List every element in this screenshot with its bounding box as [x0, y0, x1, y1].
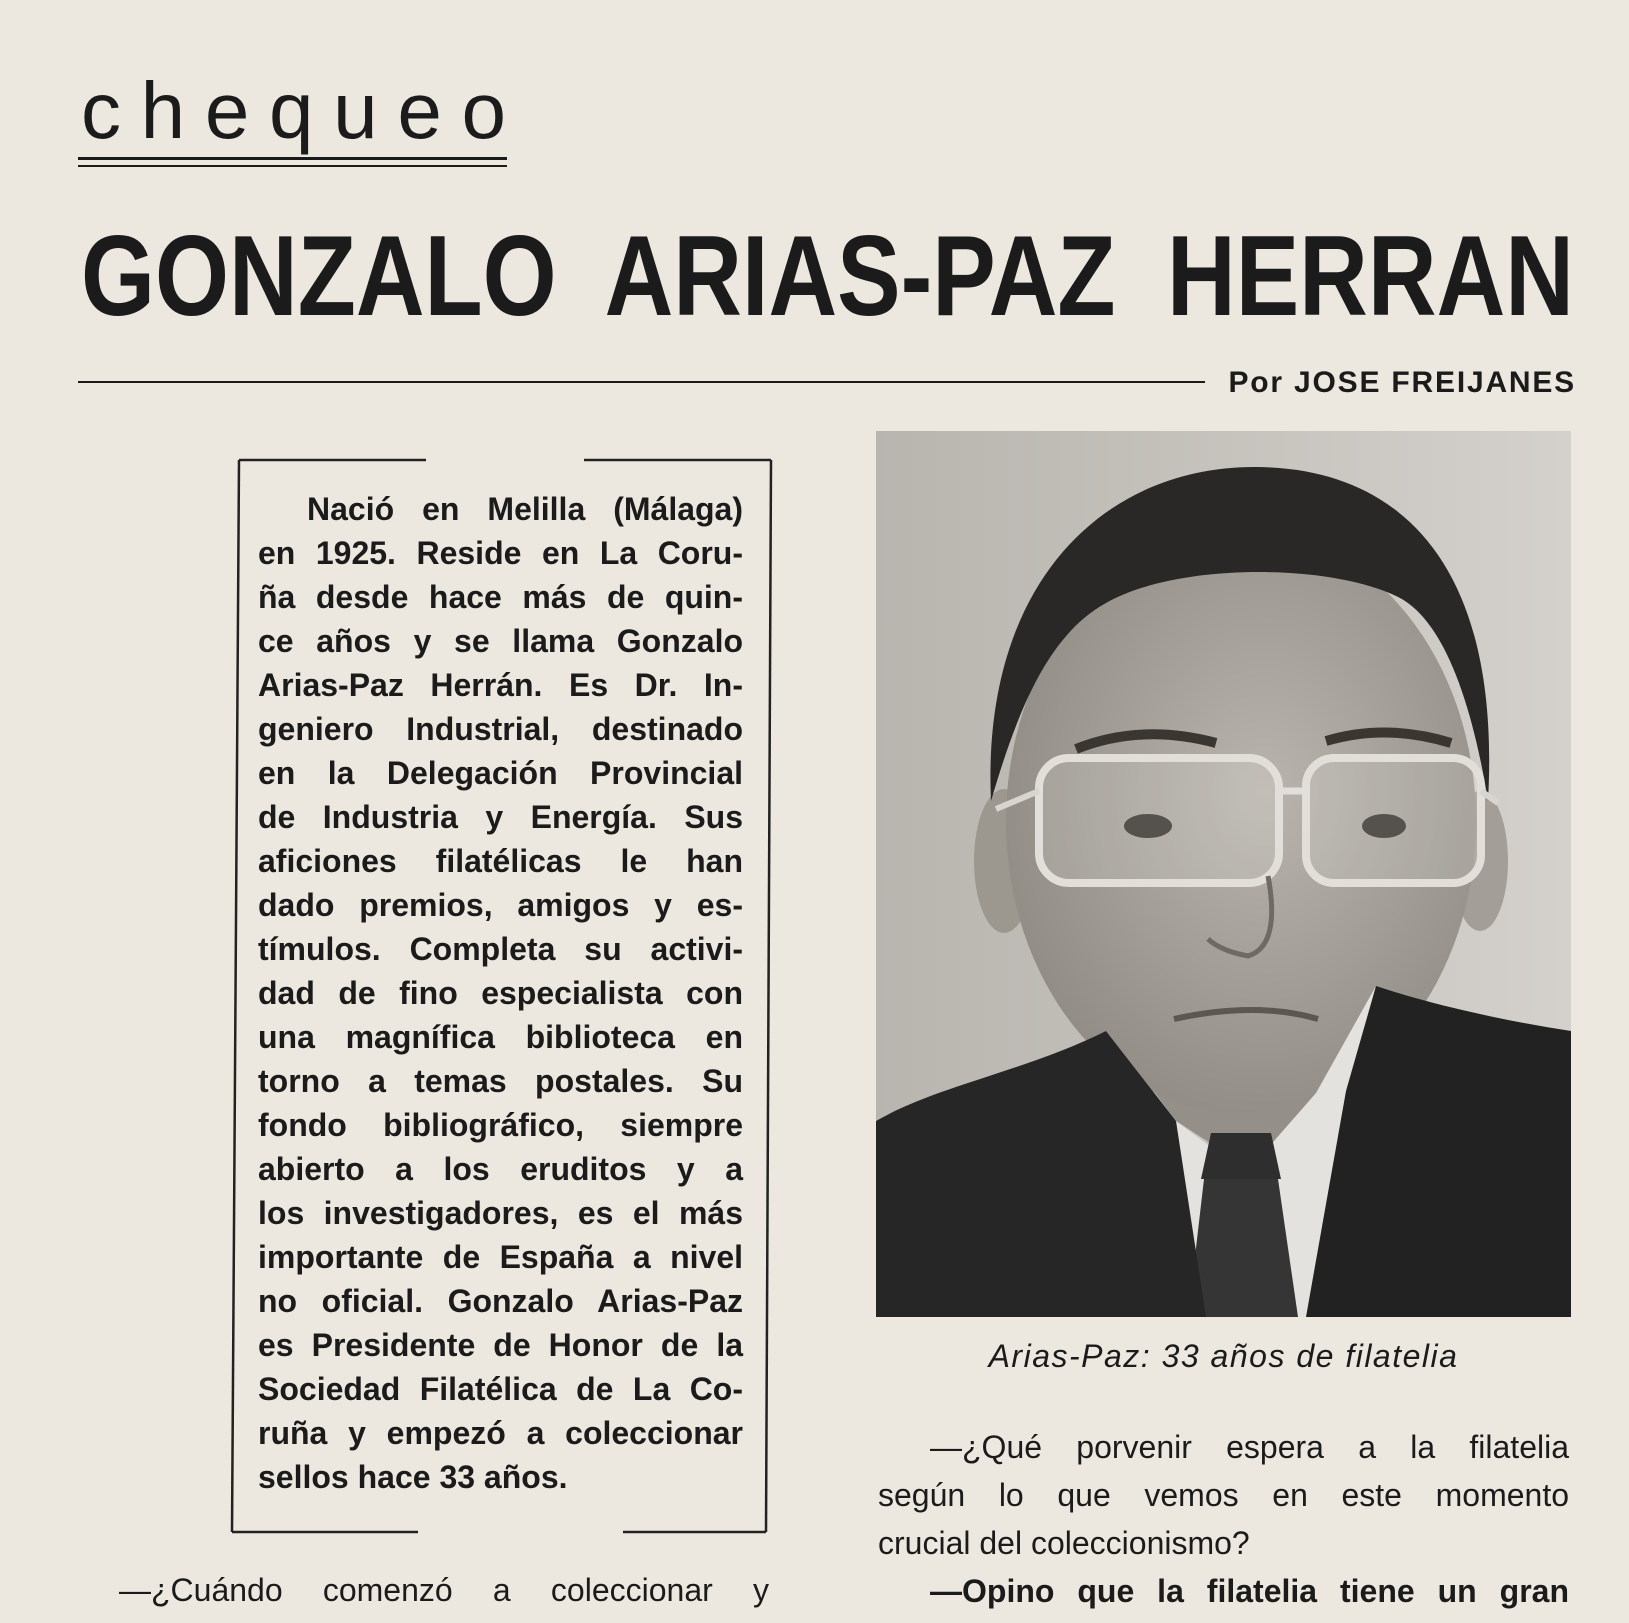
- answer-line: —Opino que la filatelia tiene un gran: [930, 1573, 1569, 1609]
- left-column: [119, 1566, 769, 1614]
- portrait-illustration: [876, 431, 1571, 1317]
- intro-line: torno a temas postales. Su: [258, 1063, 743, 1099]
- section-label: chequeo: [81, 66, 506, 155]
- intro-line: Arias-Paz Herrán. Es Dr. In-: [258, 667, 743, 703]
- frame-left: [232, 460, 239, 1532]
- intro-line: fondo bibliográfico, siempre: [258, 1107, 743, 1143]
- intro-line: sellos hace 33 años.: [258, 1459, 568, 1495]
- question-line: —¿Cuándo comenzó a coleccionar y: [119, 1572, 769, 1608]
- intro-line: los investigadores, es el más: [258, 1195, 743, 1231]
- intro-line: tímulos. Completa su activi-: [258, 931, 743, 967]
- intro-line: una magnífica biblioteca en: [258, 1019, 743, 1055]
- intro-line: es Presidente de Honor de la: [258, 1327, 743, 1363]
- byline-rule: [78, 381, 1205, 383]
- intro-line: ña desde hace más de quin-: [258, 579, 743, 615]
- intro-line: en la Delegación Provincial: [258, 755, 743, 791]
- photo-caption: Arias-Paz: 33 años de filatelia: [988, 1338, 1459, 1374]
- frame-right: [766, 460, 771, 1532]
- intro-line: en 1925. Reside en La Coru-: [258, 535, 743, 571]
- intro-line: Sociedad Filatélica de La Co-: [258, 1371, 743, 1407]
- article-title: GONZALO ARIAS-PAZ HERRAN: [81, 213, 1574, 340]
- intro-line: de Industria y Energía. Sus: [258, 799, 743, 835]
- question-line: según lo que vemos en este momento: [878, 1477, 1569, 1513]
- article-title-block: [70, 213, 1590, 340]
- glasses-right-lens: [1306, 758, 1481, 883]
- intro-line: dad de fino especialista con: [258, 975, 743, 1011]
- glasses-left-lens: [1039, 758, 1279, 883]
- tie-knot: [1201, 1133, 1281, 1179]
- intro-line: aficiones filatélicas le han: [258, 843, 743, 879]
- intro-line: dado premios, amigos y es-: [258, 887, 743, 923]
- intro-line: abierto a los eruditos y a: [258, 1151, 743, 1187]
- intro-line: Nació en Melilla (Málaga): [307, 491, 743, 527]
- byline: Por JOSE FREIJANES: [1228, 366, 1576, 399]
- right-column: [878, 1423, 1569, 1615]
- intro-line: ce años y se llama Gonzalo: [258, 623, 743, 659]
- question-line: —¿Qué porvenir espera a la filatelia: [930, 1429, 1569, 1465]
- intro-line: no oficial. Gonzalo Arias-Paz: [258, 1283, 743, 1319]
- section-heading: [70, 66, 530, 160]
- intro-line: geniero Industrial, destinado: [258, 711, 743, 747]
- intro-box: [258, 487, 743, 1499]
- question-line: crucial del coleccionismo?: [878, 1525, 1250, 1561]
- portrait-photo: [876, 431, 1571, 1317]
- intro-line: importante de España a nivel: [258, 1239, 743, 1275]
- intro-line: ruña y empezó a coleccionar: [258, 1415, 743, 1451]
- section-underline-bottom: [78, 165, 507, 167]
- section-underline-top: [78, 157, 507, 160]
